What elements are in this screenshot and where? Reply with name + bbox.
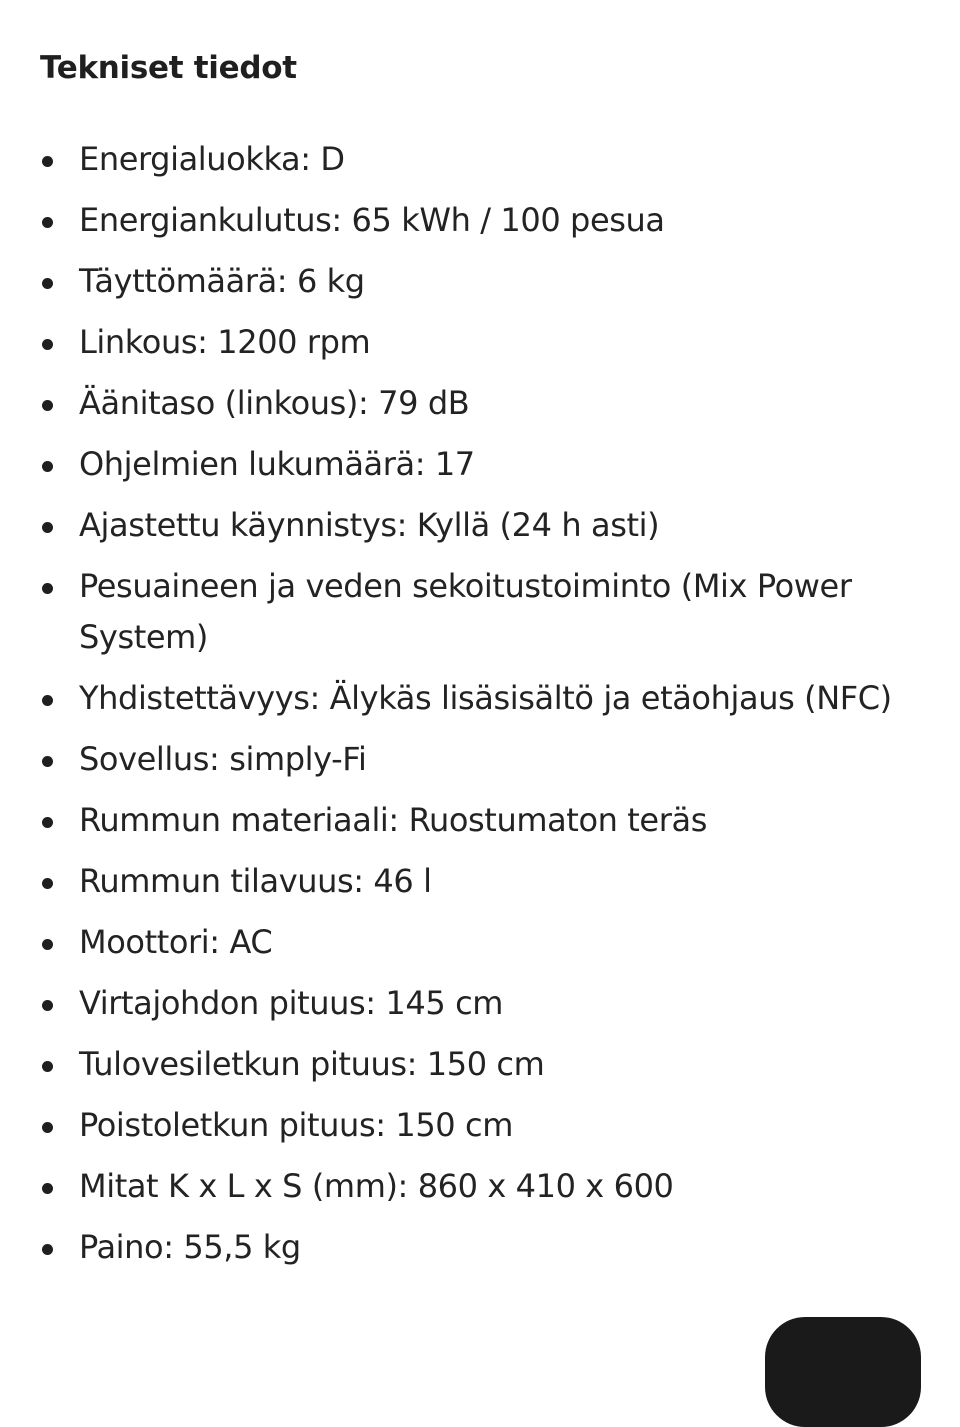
spec-item-text: Rummun materiaali: Ruostumaton teräs: [79, 801, 707, 839]
bullet-icon: [42, 522, 53, 533]
spec-item-capacity: [0, 256, 960, 307]
spec-item-connectivity: [0, 673, 960, 724]
spec-item-delayed-start: [0, 500, 960, 551]
bullet-icon: [42, 339, 53, 350]
spec-item-program-count: [0, 439, 960, 490]
spec-item-noise-level: [0, 378, 960, 429]
bullet-icon: [42, 217, 53, 228]
spec-item-text: Mitat K x L x S (mm): 860 x 410 x 600: [79, 1167, 674, 1205]
spec-item-text: Poistoletkun pituus: 150 cm: [79, 1106, 513, 1144]
spec-item-text: Ohjelmien lukumäärä: 17: [79, 445, 475, 483]
bullet-icon: [42, 1061, 53, 1072]
spec-item-text: Moottori: AC: [79, 923, 273, 961]
bullet-icon: [42, 756, 53, 767]
bullet-icon: [42, 1183, 53, 1194]
spec-item-energy-class: [0, 134, 960, 185]
spec-item-motor: [0, 917, 960, 968]
spec-item-text: Täyttömäärä: 6 kg: [79, 262, 365, 300]
bullet-icon: [42, 278, 53, 289]
spec-item-text: Rummun tilavuus: 46 l: [79, 862, 432, 900]
floating-action-button[interactable]: [765, 1317, 921, 1427]
bullet-icon: [42, 1122, 53, 1133]
spec-item-text: Ajastettu käynnistys: Kyllä (24 h asti): [79, 506, 660, 544]
bullet-icon: [42, 1000, 53, 1011]
spec-item-text: Yhdistettävyys: Älykäs lisäsisältö ja etäohjaus (NFC): [79, 679, 892, 717]
bullet-icon: [42, 461, 53, 472]
spec-item-text: Paino: 55,5 kg: [79, 1228, 301, 1266]
bullet-icon: [42, 817, 53, 828]
bullet-icon: [42, 695, 53, 706]
bullet-icon: [42, 156, 53, 167]
spec-item-drain-hose-length: [0, 1100, 960, 1151]
bullet-icon: [42, 583, 53, 594]
spec-item-dimensions: [0, 1161, 960, 1212]
spec-item-weight: [0, 1222, 960, 1273]
bullet-icon: [42, 939, 53, 950]
bullet-icon: [42, 878, 53, 889]
bullet-icon: [42, 400, 53, 411]
bullet-icon: [42, 1244, 53, 1255]
spec-list: [0, 134, 960, 1283]
spec-item-energy-consumption: [0, 195, 960, 246]
spec-item-mix-power-system: [0, 561, 960, 663]
section-title: Tekniset tiedot: [40, 50, 297, 86]
spec-item-text: Sovellus: simply-Fi: [79, 740, 367, 778]
spec-item-text: Energialuokka: D: [79, 140, 345, 178]
spec-item-inlet-hose-length: [0, 1039, 960, 1090]
spec-item-text: Virtajohdon pituus: 145 cm: [79, 984, 504, 1022]
spec-item-text: Energiankulutus: 65 kWh / 100 pesua: [79, 201, 665, 239]
spec-item-text: Pesuaineen ja veden sekoitustoiminto (Mix Power System): [79, 567, 852, 656]
spec-item-text: Tulovesiletkun pituus: 150 cm: [79, 1045, 545, 1083]
spec-item-text: Äänitaso (linkous): 79 dB: [79, 384, 470, 422]
spec-item-text: Linkous: 1200 rpm: [79, 323, 371, 361]
spec-item-spin-speed: [0, 317, 960, 368]
spec-item-drum-material: [0, 795, 960, 846]
spec-item-app: [0, 734, 960, 785]
spec-item-power-cord-length: [0, 978, 960, 1029]
spec-item-drum-volume: [0, 856, 960, 907]
